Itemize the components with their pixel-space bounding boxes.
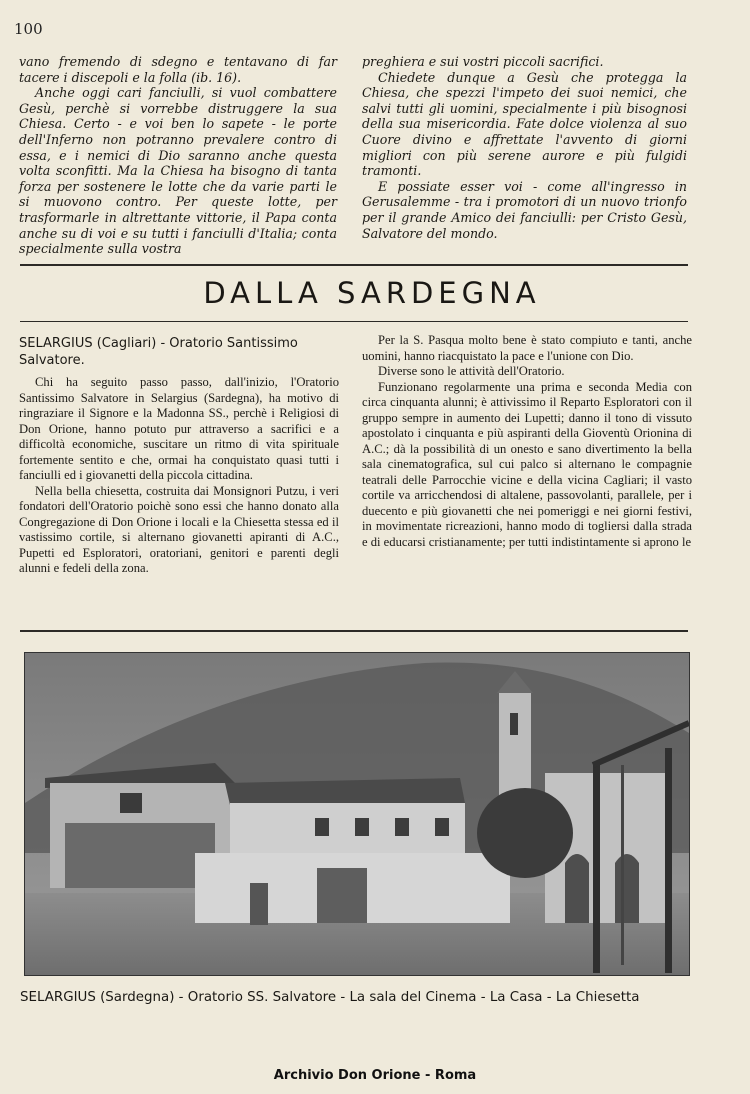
paragraph: Chi ha seguito passo passo, dall'inizio, l'Oratorio Santissimo Salvatore in Selargius (Sardegna), ha motivo di ringraziare il Signore e la Madonna SS., perchè i Religiosi di Don Orione, hanno potuto pur attraverso a sacrifici e a difficoltà economiche, suscitare un ritmo di vita spirituale fortemente sentito e che, ormai ha conquistato quasi tutti i fanciulli ed i giovanetti della piccola cittadina. (19, 375, 339, 482)
article-lede: SELARGIUS (Cagliari) - Oratorio Santissimo Salvatore. (19, 336, 298, 368)
paragraph: Nella bella chiesetta, costruita dai Monsignori Putzu, i veri fondatori dell'Oratorio poichè sono essi che hanno donato alla Congregazione di Don Orione i locali e la Chiesetta stessa ed il vastissimo cortile, si alternano giovanetti apiranti di A.C., Pupetti ed Esploratori, oratoriani, genitori e parenti degli alunni e fedeli della zona. (19, 483, 339, 575)
paragraph: Diverse sono le attività dell'Oratorio. (378, 364, 565, 378)
section-title: DALLA SARDEGNA (203, 276, 541, 310)
page-number: 100 (14, 20, 43, 38)
section-divider-title (20, 321, 688, 322)
photo-caption: SELARGIUS (Sardegna) - Oratorio SS. Salvatore - La sala del Cinema - La Casa - La Chiesetta (20, 990, 640, 1005)
section-divider-top (20, 264, 688, 266)
oratory-photo (24, 652, 690, 976)
paragraph: Per la S. Pasqua molto bene è stato compiuto e tanti, anche uomini, hanno riacquistato la pace e l'unione con Dio. (362, 333, 692, 363)
top-left-column (19, 54, 337, 257)
photo-image (25, 653, 689, 975)
section-divider-bottom (20, 630, 688, 632)
paragraph: Anche oggi cari fanciulli, si vuol combattere Gesù, perchè si vorrebbe distruggere la sua Chiesa. Certo - e voi ben lo sapete - le porte dell'Inferno non potranno prevalere contro di essa, e i nemici di Dio saranno anche questa volta sconfitti. Ma la Chiesa ha bisogno di tanta forza per sostenere le lotte che da varie parti le si muovono contro. Per queste lotte, per trasformarle in altrettante vittorie, il Papa conta anche su di voi e su tutti i fanciulli d'Italia; conta specialmente sulla vostra (19, 85, 337, 257)
paragraph: vano fremendo di sdegno e tentavano di far tacere i discepoli e la folla (ib. 16). (19, 54, 337, 85)
paragraph: preghiera e sui vostri piccoli sacrifici. (362, 54, 604, 69)
paragraph: Funzionano regolarmente una prima e seconda Media con circa cinquanta alunni; è attivissimo il Reparto Esploratori con il gruppo sempre in aumento dei Lupetti; danno il tono di vissuto apostolato i cinquanta e più aspiranti della Gioventù Orionina di A.C.; dà la possibilità di un onesto e sano divertimento la bella sala cinematografica, sul cui palco si alternano le compagnie teatrali delle Parrocchie vicine e della vicina Cagliari; il vasto cortile va arricchendosi di altalene, passovolanti, parallele, per i duecento e più giovanetti che nei pomeriggi e nei giorni festivi, in movimentate ricreazioni, hanno modo di togliersi dalla strada e di educarsi cristianamente; per tutti indistintamente si aprono le (362, 379, 692, 549)
paragraph: E possiate esser voi - come all'ingresso in Gerusalemme - tra i promotori di un nuovo trionfo per il grande Amico dei fanciulli: per Cristo Gesù, Salvatore del mondo. (362, 178, 687, 241)
paragraph: Chiedete dunque a Gesù che protegga la Chiesa, che spezzi l'impeto dei suoi nemici, che salvi tutti gli uomini, specialmente i più bisognosi della sua misericordia. Fate dolce violenza al suo Cuore divino e affrettate l'avvento di giorni migliori con più serene aurore e più fulgidi tramonti. (362, 69, 687, 179)
archive-footer: Archivio Don Orione - Roma (273, 1068, 477, 1083)
article-left-column (19, 335, 339, 577)
article-right-column (362, 333, 692, 550)
top-right-column (362, 54, 687, 241)
